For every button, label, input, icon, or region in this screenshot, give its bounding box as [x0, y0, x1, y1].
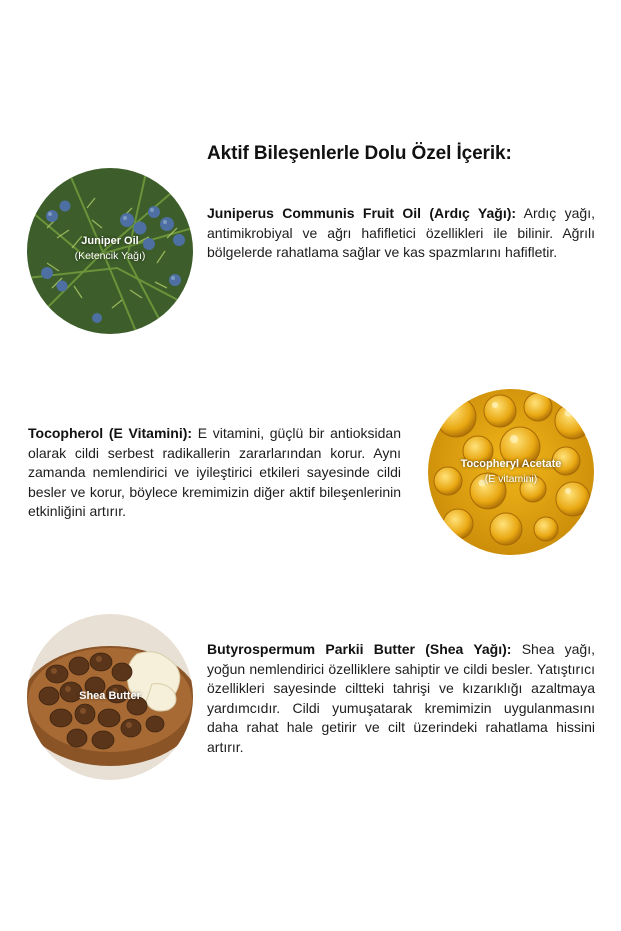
tocopherol-title: Tocopherol (E Vitamini):	[28, 425, 193, 441]
juniper-description	[207, 204, 595, 263]
tocopherol-body: E vitamini, güçlü bir antioksidan olarak cildi serbest radikallerin zararlarından korur. Aynı zamanda nemlendirici ve iyileştirici etkileri sayesinde cildi besler ve korur, böylece kremimizin diğer aktif bileşenlerinin etkinliğini artırır.	[28, 425, 401, 519]
shea-description	[207, 640, 595, 757]
shea-title: Butyrospermum Parkii Butter (Shea Yağı):	[207, 641, 512, 657]
shea-butter-image	[27, 614, 193, 780]
juniper-image-sublabel: (Ketencik Yağı)	[74, 250, 146, 262]
tocopheryl-image-label: Tocopheryl Acetate	[460, 458, 562, 470]
shea-body: Shea yağı, yoğun nemlendirici özelliklere sahiptir ve cildi besler. Yatıştırıcı özellikleri sayesinde ciltteki tahrişi ve kızarıklığı azaltmaya yardımcıdır. Cildi yumuşatarak kremimizin uygulanmasını daha rahat hale getirir ve cilt üzerindeki rahatlama hissini artırır.	[207, 641, 595, 755]
juniper-berries-image	[27, 168, 193, 334]
juniper-image-label: Juniper Oil	[81, 235, 139, 247]
tocopheryl-image-sublabel: (E vitamini)	[484, 473, 538, 485]
juniper-title: Juniperus Communis Fruit Oil (Ardıç Yağı):	[207, 205, 517, 221]
section-heading: Aktif Bileşenlerle Dolu Özel İçerik:	[207, 143, 512, 164]
juniper-body: Ardıç yağı, antimikrobiyal ve ağrı hafifletici özellikleri ile bilinir. Ağrılı bölgelerde rahatlama sağlar ve kas spazmlarını hafifletir.	[207, 205, 595, 260]
shea-image-label: Shea Butter	[79, 690, 141, 702]
vitamin-e-oil-image	[428, 389, 594, 555]
tocopherol-description	[28, 424, 401, 522]
